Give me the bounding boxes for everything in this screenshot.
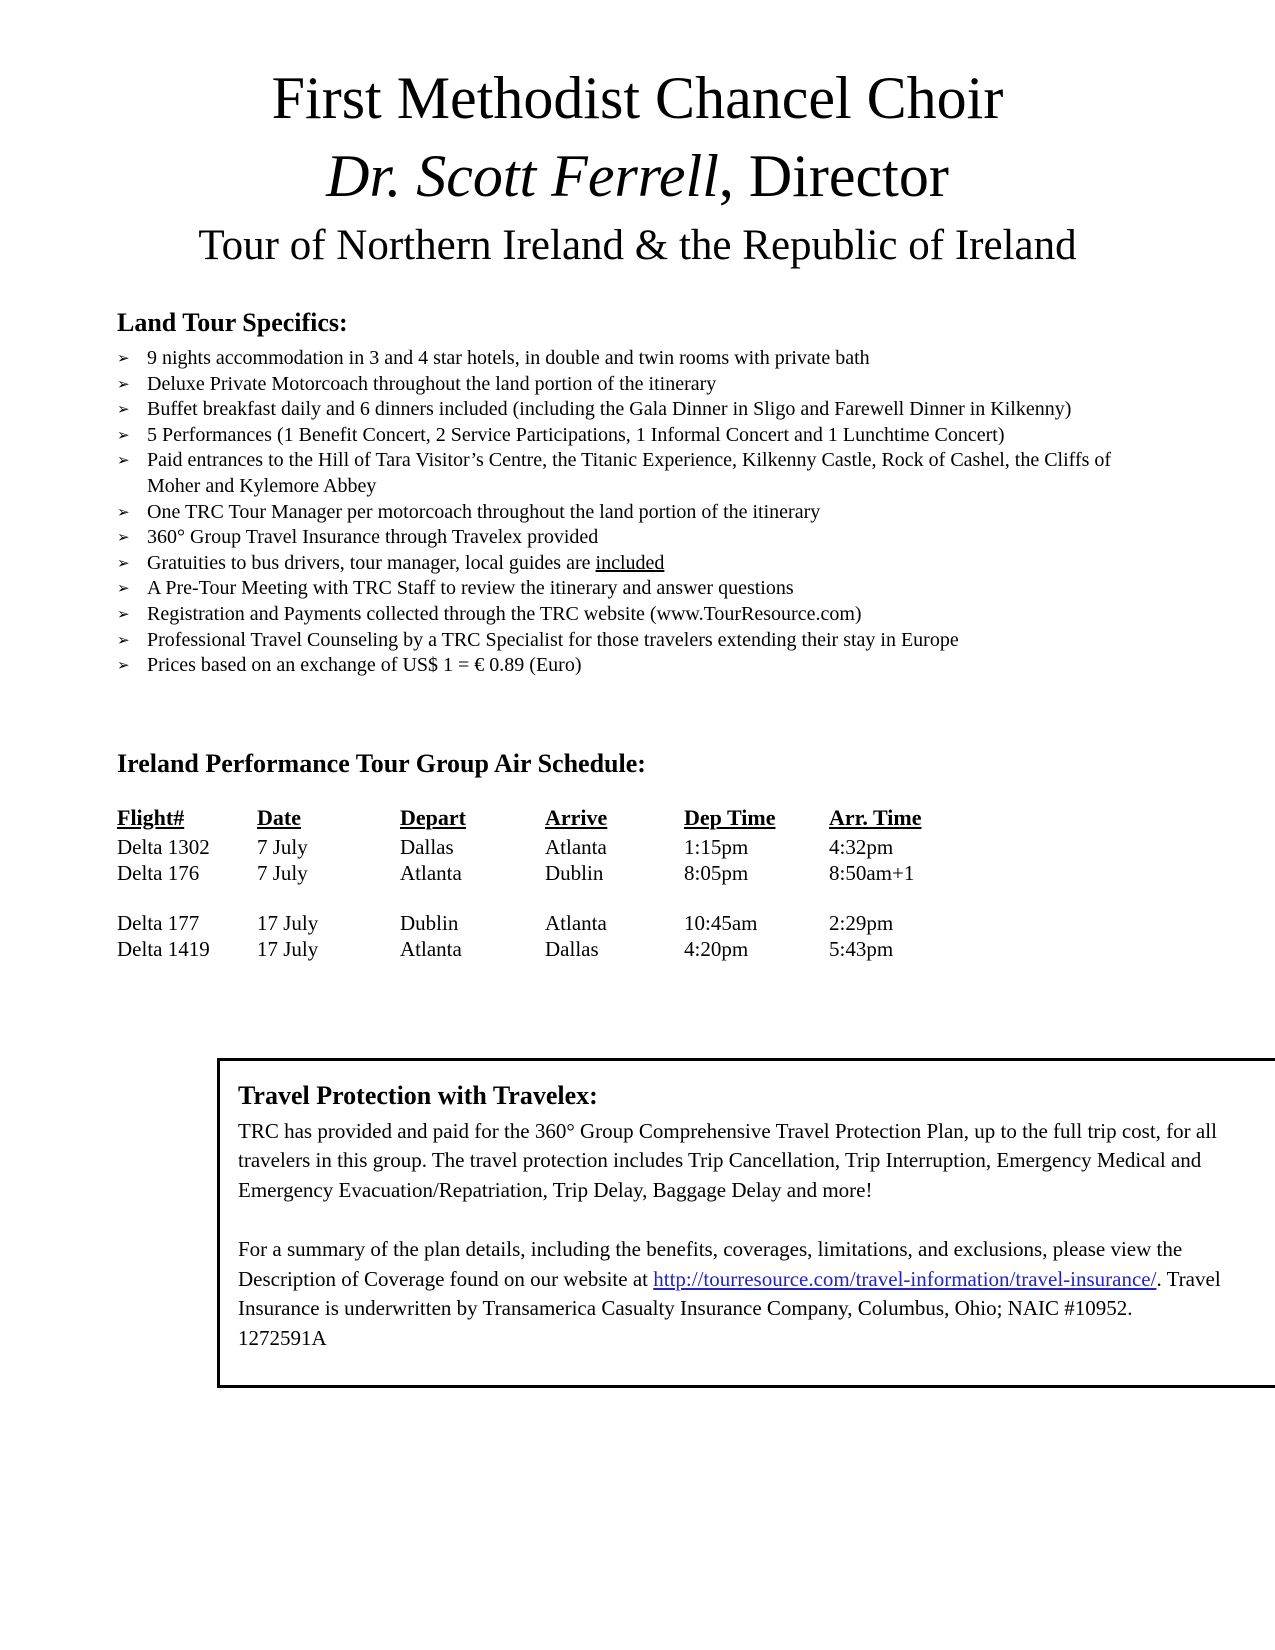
bullet-text: Professional Travel Counseling by a TRC Specialist for those travelers extending their stay in Europe — [147, 628, 959, 651]
flight-cell: 2:29pm — [829, 910, 894, 935]
flight-cell: Delta 177 — [117, 910, 200, 935]
bullet-item — [117, 500, 1165, 526]
land-tour-list — [117, 346, 1165, 679]
flight-header-cell: Flight# — [117, 804, 185, 830]
flight-cell: Dallas — [400, 834, 454, 859]
flight-cell: 17 July — [257, 910, 319, 935]
bullet-arrow-icon: ➢ — [117, 528, 130, 547]
bullet-item — [117, 525, 1165, 551]
para-2-after-link: . Travel Insurance is underwritten by Transamerica Casualty Insurance Company, Columbus, Ohio; NAIC #10952. — [238, 1266, 1221, 1321]
paragraph-gap — [238, 1205, 1260, 1235]
bullet-item — [117, 653, 1165, 679]
travel-insurance-link[interactable]: http://tourresource.com/travel-information/travel-insurance/ — [653, 1266, 1157, 1291]
document-title-block — [0, 0, 1275, 276]
travel-protection-heading: Travel Protection with Travelex: — [238, 1080, 598, 1110]
flight-header-cell: Date — [257, 804, 301, 830]
bullet-arrow-icon: ➢ — [117, 374, 130, 393]
flight-cell: Delta 176 — [117, 860, 200, 885]
bullet-text: Paid entrances to the Hill of Tara Visitor’s Centre, the Titanic Experience, Kilkenny Castle, Rock of Cashel, the Cliffs of Moher and Kylemore Abbey — [147, 449, 1112, 497]
bullet-text: Gratuities to bus drivers, tour manager, local guides are included — [147, 551, 665, 574]
bullet-arrow-icon: ➢ — [117, 553, 130, 572]
flight-cell: 17 July — [257, 936, 319, 961]
flight-table — [117, 805, 959, 962]
flight-cell: Delta 1302 — [117, 834, 210, 859]
bullet-item — [117, 346, 1165, 372]
flight-cell: 10:45am — [684, 910, 758, 935]
bullet-item — [117, 448, 1165, 499]
flight-row — [117, 910, 959, 936]
bullet-item — [117, 397, 1165, 423]
flight-cell: 4:20pm — [684, 936, 749, 961]
flight-cell: Atlanta — [400, 936, 462, 961]
flight-cell: Atlanta — [400, 860, 462, 885]
land-tour-heading: Land Tour Specifics: — [117, 308, 348, 337]
flight-cell: Delta 1419 — [117, 936, 210, 961]
bullet-text: One TRC Tour Manager per motorcoach throughout the land portion of the itinerary — [147, 500, 821, 523]
flight-table-body — [117, 834, 959, 962]
bullet-text: A Pre-Tour Meeting with TRC Staff to review the itinerary and answer questions — [147, 577, 794, 600]
director-name: Dr. Scott Ferrell — [326, 143, 719, 209]
title-line-3: Tour of Northern Ireland & the Republic of Ireland — [198, 222, 1077, 269]
travel-protection-para-2 — [238, 1235, 1260, 1353]
flight-cell: 5:43pm — [829, 936, 894, 961]
bullet-text: Deluxe Private Motorcoach throughout the land portion of the itinerary — [147, 372, 717, 395]
document-content — [117, 308, 1221, 1388]
flight-header-cell: Depart — [400, 804, 466, 830]
bullet-arrow-icon: ➢ — [117, 425, 130, 444]
bullet-arrow-icon: ➢ — [117, 349, 130, 367]
bullet-text: Buffet breakfast daily and 6 dinners included (including the Gala Dinner in Sligo and Farewell Dinner in Kilkenny) — [147, 398, 1072, 421]
bullet-arrow-icon: ➢ — [117, 400, 130, 419]
bullet-arrow-icon: ➢ — [117, 502, 130, 521]
bullet-text: Prices based on an exchange of US$ 1 = € 0.89 (Euro) — [147, 654, 582, 677]
flight-cell: Dublin — [400, 910, 459, 935]
policy-number-line: 1272591A — [238, 1325, 327, 1350]
bullet-arrow-icon: ➢ — [117, 604, 130, 623]
bullet-item — [117, 551, 1165, 577]
flight-cell: Dallas — [545, 936, 599, 961]
title-line-1: First Methodist Chancel Choir — [271, 65, 1004, 131]
flight-cell: 7 July — [257, 834, 308, 859]
bullet-arrow-icon: ➢ — [117, 579, 130, 598]
bullet-text: Registration and Payments collected through the TRC website (www.TourResource.com) — [147, 602, 862, 625]
flight-row — [117, 936, 959, 962]
flight-cell: 8:05pm — [684, 860, 749, 885]
flight-cell: 1:15pm — [684, 834, 749, 859]
flight-cell: Dublin — [545, 860, 604, 885]
bullet-arrow-icon: ➢ — [117, 630, 130, 649]
flight-cell: Atlanta — [545, 910, 607, 935]
bullet-arrow-icon: ➢ — [117, 451, 130, 470]
flight-header-cell: Arrive — [545, 804, 608, 830]
bullet-item — [117, 576, 1165, 602]
flight-header-cell: Arr. Time — [829, 804, 922, 830]
flight-row — [117, 860, 959, 886]
travel-protection-box — [217, 1058, 1275, 1388]
bullet-arrow-icon: ➢ — [117, 656, 130, 675]
bullet-item — [117, 423, 1165, 449]
flight-table-header-row — [117, 805, 959, 834]
travel-protection-para-1: TRC has provided and paid for the 360° Group Comprehensive Travel Protection Plan, up to the full trip cost, for all travelers in this group. The travel protection includes Trip Cancellation, Trip Interruption, Emergency Medical and Emergency Evacuation/Repatriation, Trip Delay, Baggage Delay and more! — [238, 1118, 1217, 1202]
bullet-item — [117, 602, 1165, 628]
flight-cell: 8:50am+1 — [829, 860, 915, 885]
bullet-item — [117, 628, 1165, 654]
flight-cell: 4:32pm — [829, 834, 894, 859]
flight-row — [117, 834, 959, 860]
flight-group-spacer — [117, 886, 959, 910]
flight-header-cell: Dep Time — [684, 804, 776, 830]
air-schedule-heading: Ireland Performance Tour Group Air Schedule: — [117, 748, 646, 778]
para-2-before-link: For a summary of the plan details, including the benefits, coverages, limitations, and exclusions, please view the Description of Coverage found on our website at — [238, 1237, 1183, 1291]
bullet-text: 360° Group Travel Insurance through Travelex provided — [147, 526, 599, 549]
bullet-item — [117, 372, 1165, 398]
flight-cell: Atlanta — [545, 834, 607, 859]
underlined-word: included — [595, 551, 665, 574]
flight-cell: 7 July — [257, 860, 308, 885]
director-suffix: , Director — [718, 143, 949, 209]
bullet-text: 9 nights accommodation in 3 and 4 star hotels, in double and twin rooms with private bath — [147, 347, 870, 369]
bullet-text: 5 Performances (1 Benefit Concert, 2 Service Participations, 1 Informal Concert and 1 Lunchtime Concert) — [147, 423, 1005, 446]
title-line-2 — [0, 136, 1275, 216]
